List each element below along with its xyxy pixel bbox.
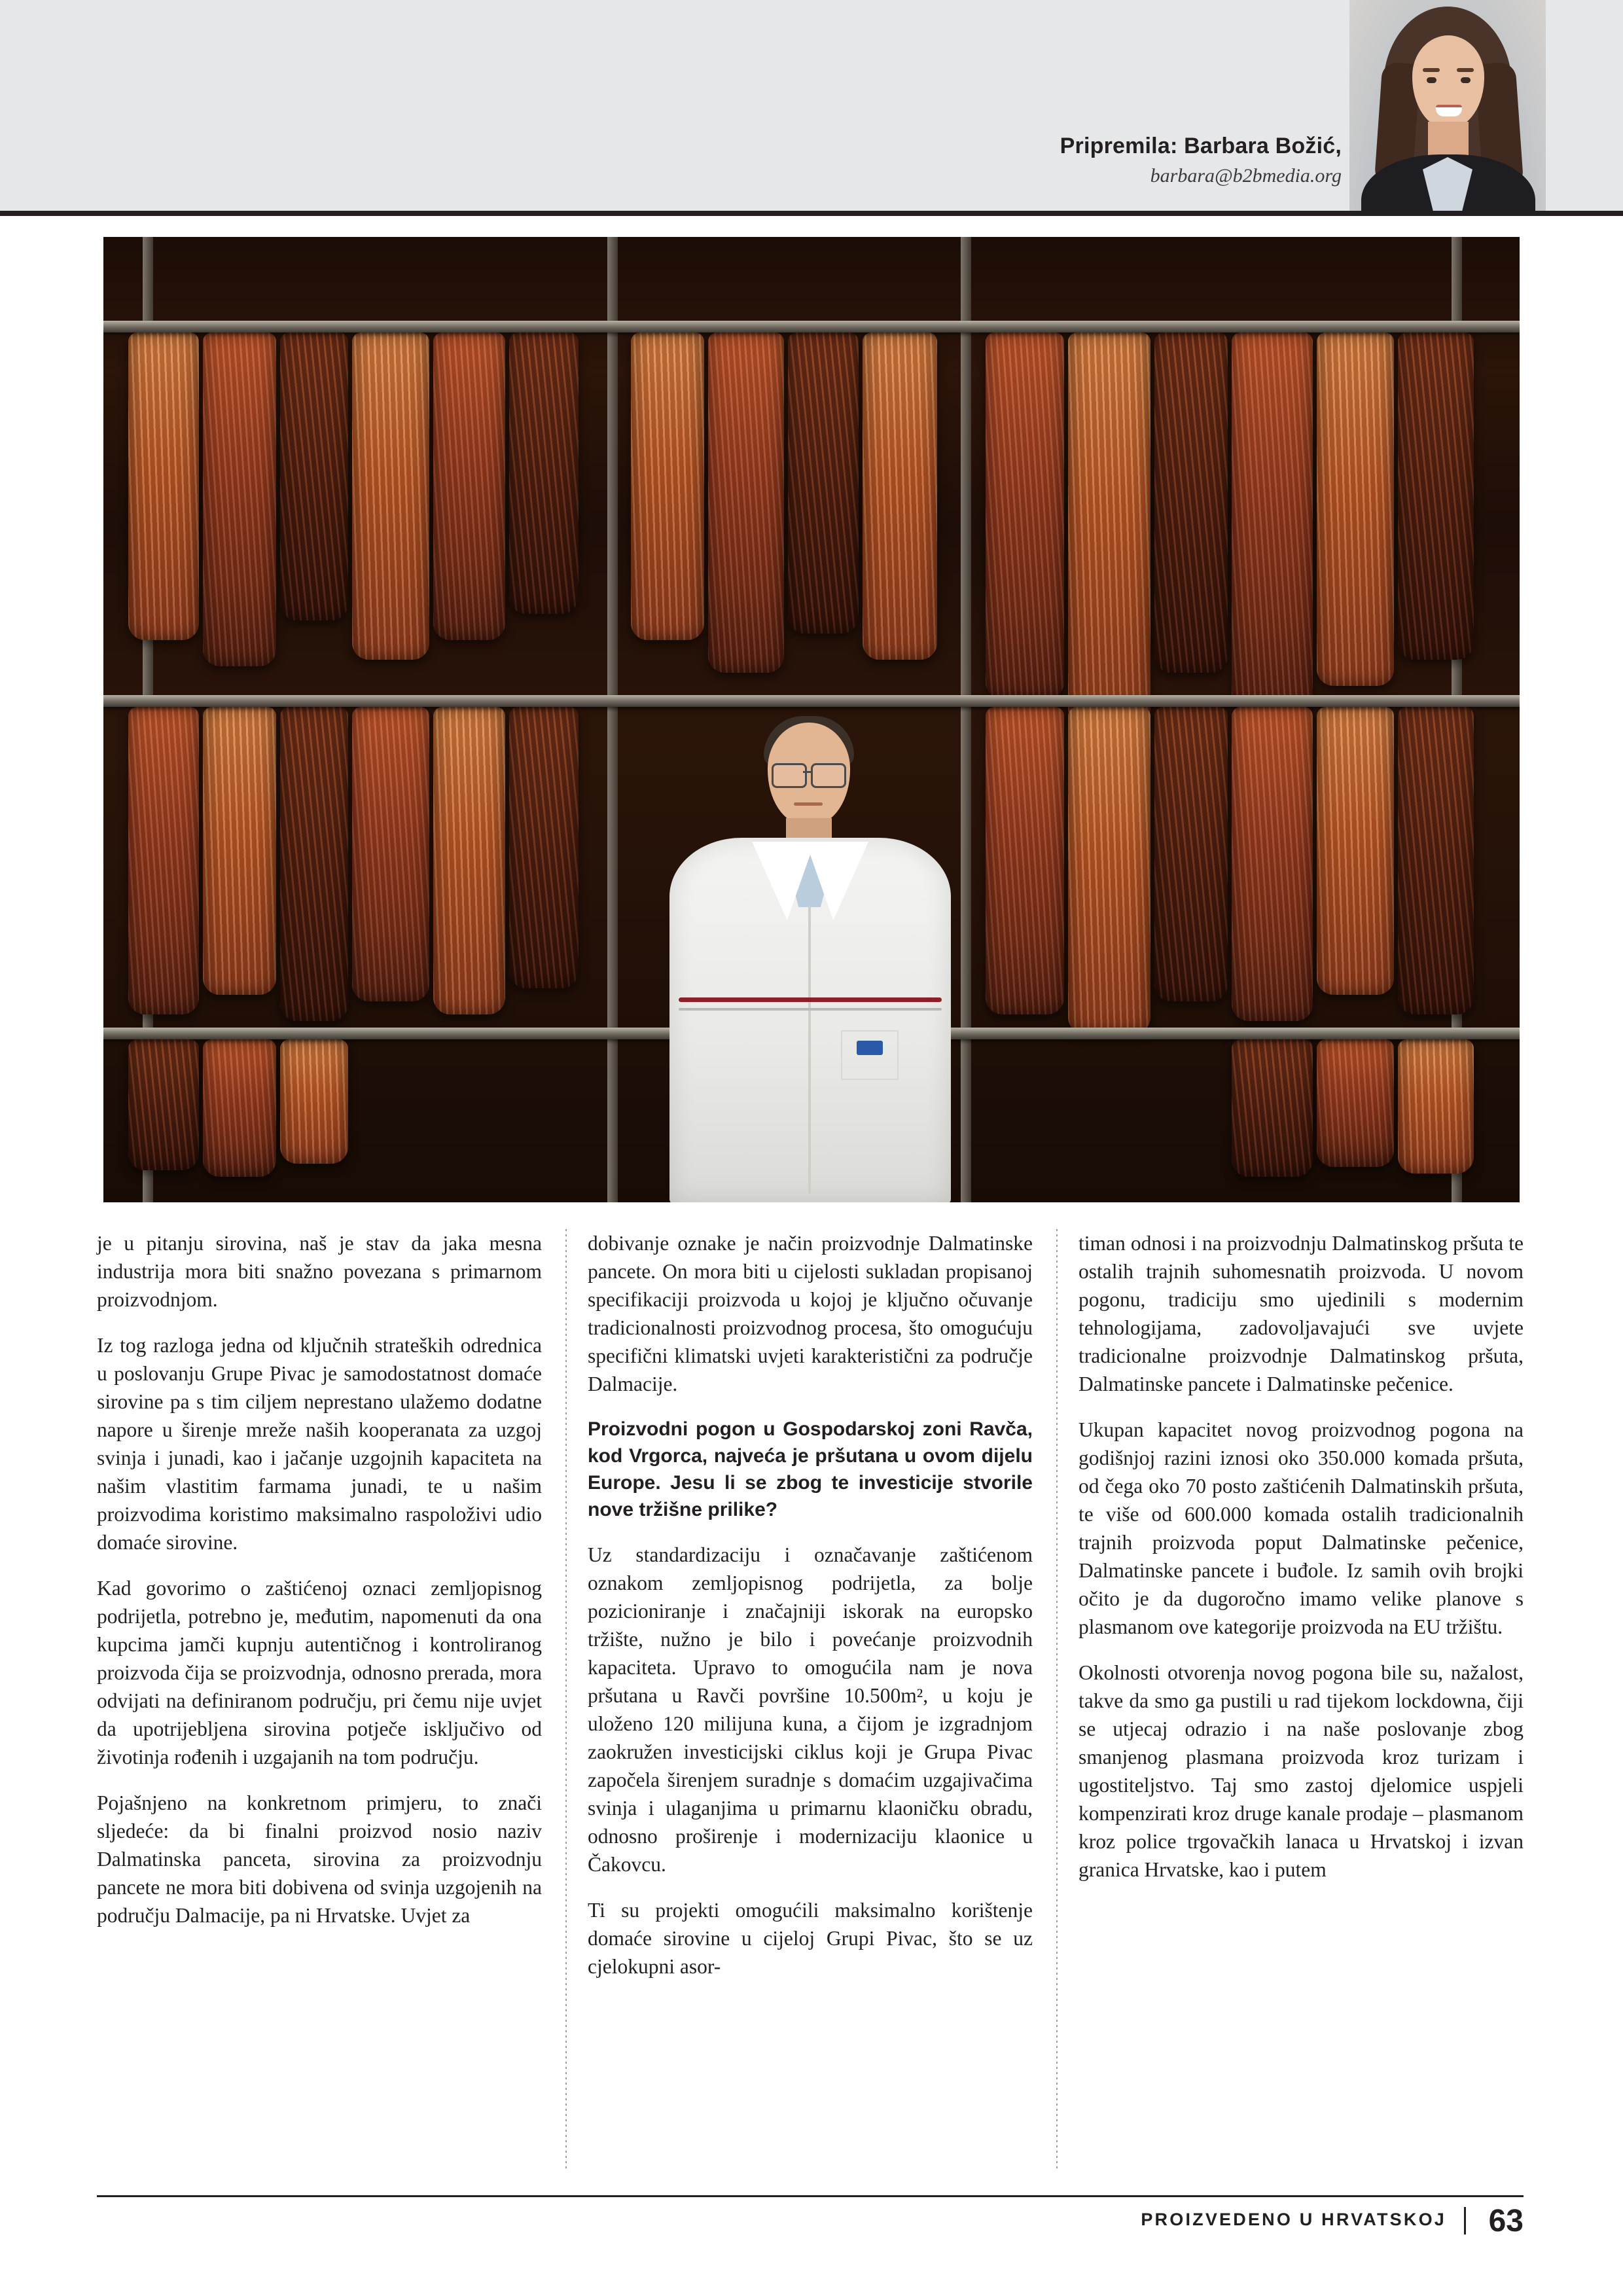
paragraph: Okolnosti otvorenja novog pogona bile su, nažalost, takve da smo ga pustili u rad tijekom lockdowna, čiji se utjecaj odrazio i na naše poslovanje zbog smanjenog plasmana proizvoda kroz turizam i ugostiteljstvo. Taj smo zastoj djelomice uspjeli kompenzirati kroz druge kanale prodaje – plasmanom kroz police trgovačkih lanaca u Hrvatskoj i izvan granica Hrvatske, kao i putem — [1079, 1661, 1524, 1881]
hanging-meat — [631, 332, 704, 640]
hanging-meat — [433, 707, 505, 1014]
rack-post — [607, 237, 618, 1202]
hanging-meat — [1232, 1039, 1313, 1177]
byline-author-name: Pripremila: Barbara Božić, — [1060, 134, 1342, 158]
paragraph: Iz tog razloga jedna od ključnih strateških odrednica u poslovanju Grupe Pivac je samodostatnost domaće sirovine pa s tim ciljem neprestano ulažemo dodatne napore u širenje mreže naših kooperanata za uzgoj svinja i junadi, kao i jačanje uzgojnih kapaciteta na našim vlastitim farmama junadi, te u našim proizvodima koristimo maksimalno raspoloživi udio domaće sirovine. — [97, 1334, 542, 1554]
hanging-meat — [280, 707, 348, 1021]
paragraph: je u pitanju sirovina, naš je stav da jaka mesna industrija mora biti snažno povezana s primarnom proizvodnjom. — [97, 1232, 542, 1311]
hanging-meat — [1398, 707, 1474, 1014]
eyeglasses-icon — [772, 763, 807, 788]
paragraph: timan odnosi i na proizvodnju Dalmatinskog pršuta te ostalih trajnih suhomesnatih proizvoda. U novom pogonu, tradiciju smo ujedinili s modernim tehnologijama, zadovoljavajući sve uvjete tradicionalne proizvodnje Dalmatinskog pršuta, Dalmatinske pancete i Dalmatinske pečenice. — [1079, 1232, 1524, 1395]
hanging-meat — [1317, 332, 1394, 686]
hanging-meat — [1154, 332, 1228, 673]
hanging-meat — [986, 332, 1064, 699]
coat-stripe-secondary — [679, 1008, 942, 1011]
hanging-meat — [509, 332, 579, 614]
author-eye-right — [1461, 77, 1471, 83]
article-hero-photo — [103, 237, 1520, 1202]
byline — [753, 134, 1342, 187]
hanging-meat — [128, 1039, 199, 1170]
hanging-meat — [1317, 707, 1394, 995]
page-header-band — [0, 0, 1623, 211]
hanging-meat — [433, 332, 505, 640]
footer-separator — [1464, 2207, 1466, 2234]
hanging-meat — [708, 332, 784, 673]
coat-stripe — [679, 997, 942, 1002]
coat-pocket — [841, 1030, 899, 1080]
hanging-meat — [1068, 707, 1150, 1034]
hanging-meat — [128, 707, 199, 1014]
column-divider — [565, 1229, 567, 2172]
author-portrait-image — [1349, 0, 1546, 211]
hanging-meat — [863, 332, 937, 660]
paragraph: Uz standardizaciju i označavanje zaštićenom oznakom zemljopisnog podrijetla, za bolje pozicioniranje i značajniji iskorak na europsko tržište, nužno je bilo i povećanje proizvodnih kapaciteta. Upravo to omogućila nam je nova pršutana u Ravči površine 10.500m², u koju je uloženo 120 milijuna kuna, a čijom je izgradnjom zaokružen investicijski ciklus koji je Grupa Pivac započela širenjem suradnje s domaćim uzgajivačima svinja i ulaganjima u primarnu klaoničku obradu, odnosno proširenje i modernizaciju klaonice u Čakovcu. — [588, 1543, 1033, 1876]
hanging-meat — [352, 332, 429, 660]
paragraph: Pojašnjeno na konkretnom primjeru, to znači sljedeće: da bi finalni proizvod nosio naziv Dalmatinska panceta, sirovina za proizvodnju pancete ne mora biti dobivena od svinja uzgojenih na području Dalmacije, pa ni Hrvatske. Uvjet za — [97, 1791, 542, 1927]
hanging-meat — [203, 707, 276, 995]
hanging-meat — [280, 1039, 348, 1164]
hanging-meat — [203, 1039, 276, 1177]
byline-author-email: barbara@b2bmedia.org — [1150, 165, 1342, 187]
author-eye-left — [1427, 77, 1436, 83]
hanging-meat — [1398, 1039, 1474, 1174]
hanging-meat — [1068, 332, 1150, 725]
page-number: 63 — [1488, 2204, 1524, 2238]
company-logo-badge — [857, 1041, 883, 1055]
paragraph: Ukupan kapacitet novog proizvodnog pogona na godišnjoj razini iznosi oko 350.000 komada pršuta, od čega oko 70 posto zaštićenih Dalmatinskih pršuta, te više od 600.000 komada ostalih tradicionalnih trajnih proizvoda poput Dalmatinske pečenice, Dalmatinske pancete i buđole. Iz samih ovih brojki očito je da dugoročno imamo velike planove s plasmanom ove kategorije proizvoda na EU tržištu. — [1079, 1418, 1524, 1638]
hanging-meat — [986, 707, 1064, 1014]
hanging-meat — [1317, 1039, 1394, 1167]
coat-placket — [808, 906, 811, 1194]
subject-mouth — [794, 802, 823, 806]
column-divider — [1056, 1229, 1058, 2172]
interview-question: Proizvodni pogon u Gospodarskoj zoni Ravča, kod Vrgorca, najveća je pršutana u ovom dijelu Europe. Jesu li se zbog te investicije stvorile nove tržišne prilike? — [588, 1418, 1033, 1520]
hanging-meat — [128, 332, 199, 640]
article-column-1 — [97, 1229, 542, 1947]
author-brow-left — [1423, 68, 1440, 72]
footer-section-label: PROIZVEDENO U HRVATSKOJ — [1141, 2210, 1446, 2229]
rack-post — [961, 237, 971, 1202]
hanging-meat — [1398, 332, 1474, 660]
footer-divider-rule — [97, 2195, 1524, 2197]
hanging-meat — [280, 332, 348, 620]
hanging-meat — [352, 707, 429, 1001]
hanging-meat — [509, 707, 579, 988]
page-footer — [97, 2204, 1524, 2250]
drying-rack-rail — [103, 321, 1520, 332]
paragraph: dobivanje oznake je način proizvodnje Dalmatinske pancete. On mora biti u cijelosti sukladan propisanoj specifikaciji proizvoda u kojoj je ključno očuvanje tradicionalnosti proizvodnog procesa, što omogućuju specifični klimatski uvjeti karakteristični za područje Dalmacije. — [588, 1232, 1033, 1395]
author-mouth — [1436, 105, 1462, 117]
hanging-meat — [1154, 707, 1228, 1001]
paragraph: Kad govorimo o zaštićenoj oznaci zemljopisnog podrijetla, potrebno je, međutim, napomenuti da ona kupcima jamči kupnju autentičnog i kontroliranog proizvoda čija se proizvodnja, odnosno prerada, mora odvijati na definiranom području, pri čemu nije uvjet da upotrijebljena sirovina potječe isključivo od životinja rođenih i uzgajanih na tom području. — [97, 1577, 542, 1768]
author-brow-right — [1457, 68, 1474, 72]
drying-rack-rail — [103, 695, 1520, 707]
hanging-meat — [1232, 332, 1313, 712]
hanging-meat — [1232, 707, 1313, 1021]
paragraph: Ti su projekti omogućili maksimalno korištenje domaće sirovine u cijeloj Grupi Pivac, što se uz cjelokupni asor- — [588, 1899, 1033, 1978]
article-column-2 — [588, 1229, 1033, 1998]
hanging-meat — [203, 332, 276, 666]
photo-subject-person — [669, 723, 951, 1202]
eyeglasses-bridge — [803, 771, 811, 773]
article-body — [97, 1229, 1524, 2198]
header-divider-rule — [0, 211, 1623, 216]
hanging-meat — [788, 332, 859, 634]
article-column-3 — [1079, 1229, 1524, 1901]
eyeglasses-icon — [811, 763, 846, 788]
